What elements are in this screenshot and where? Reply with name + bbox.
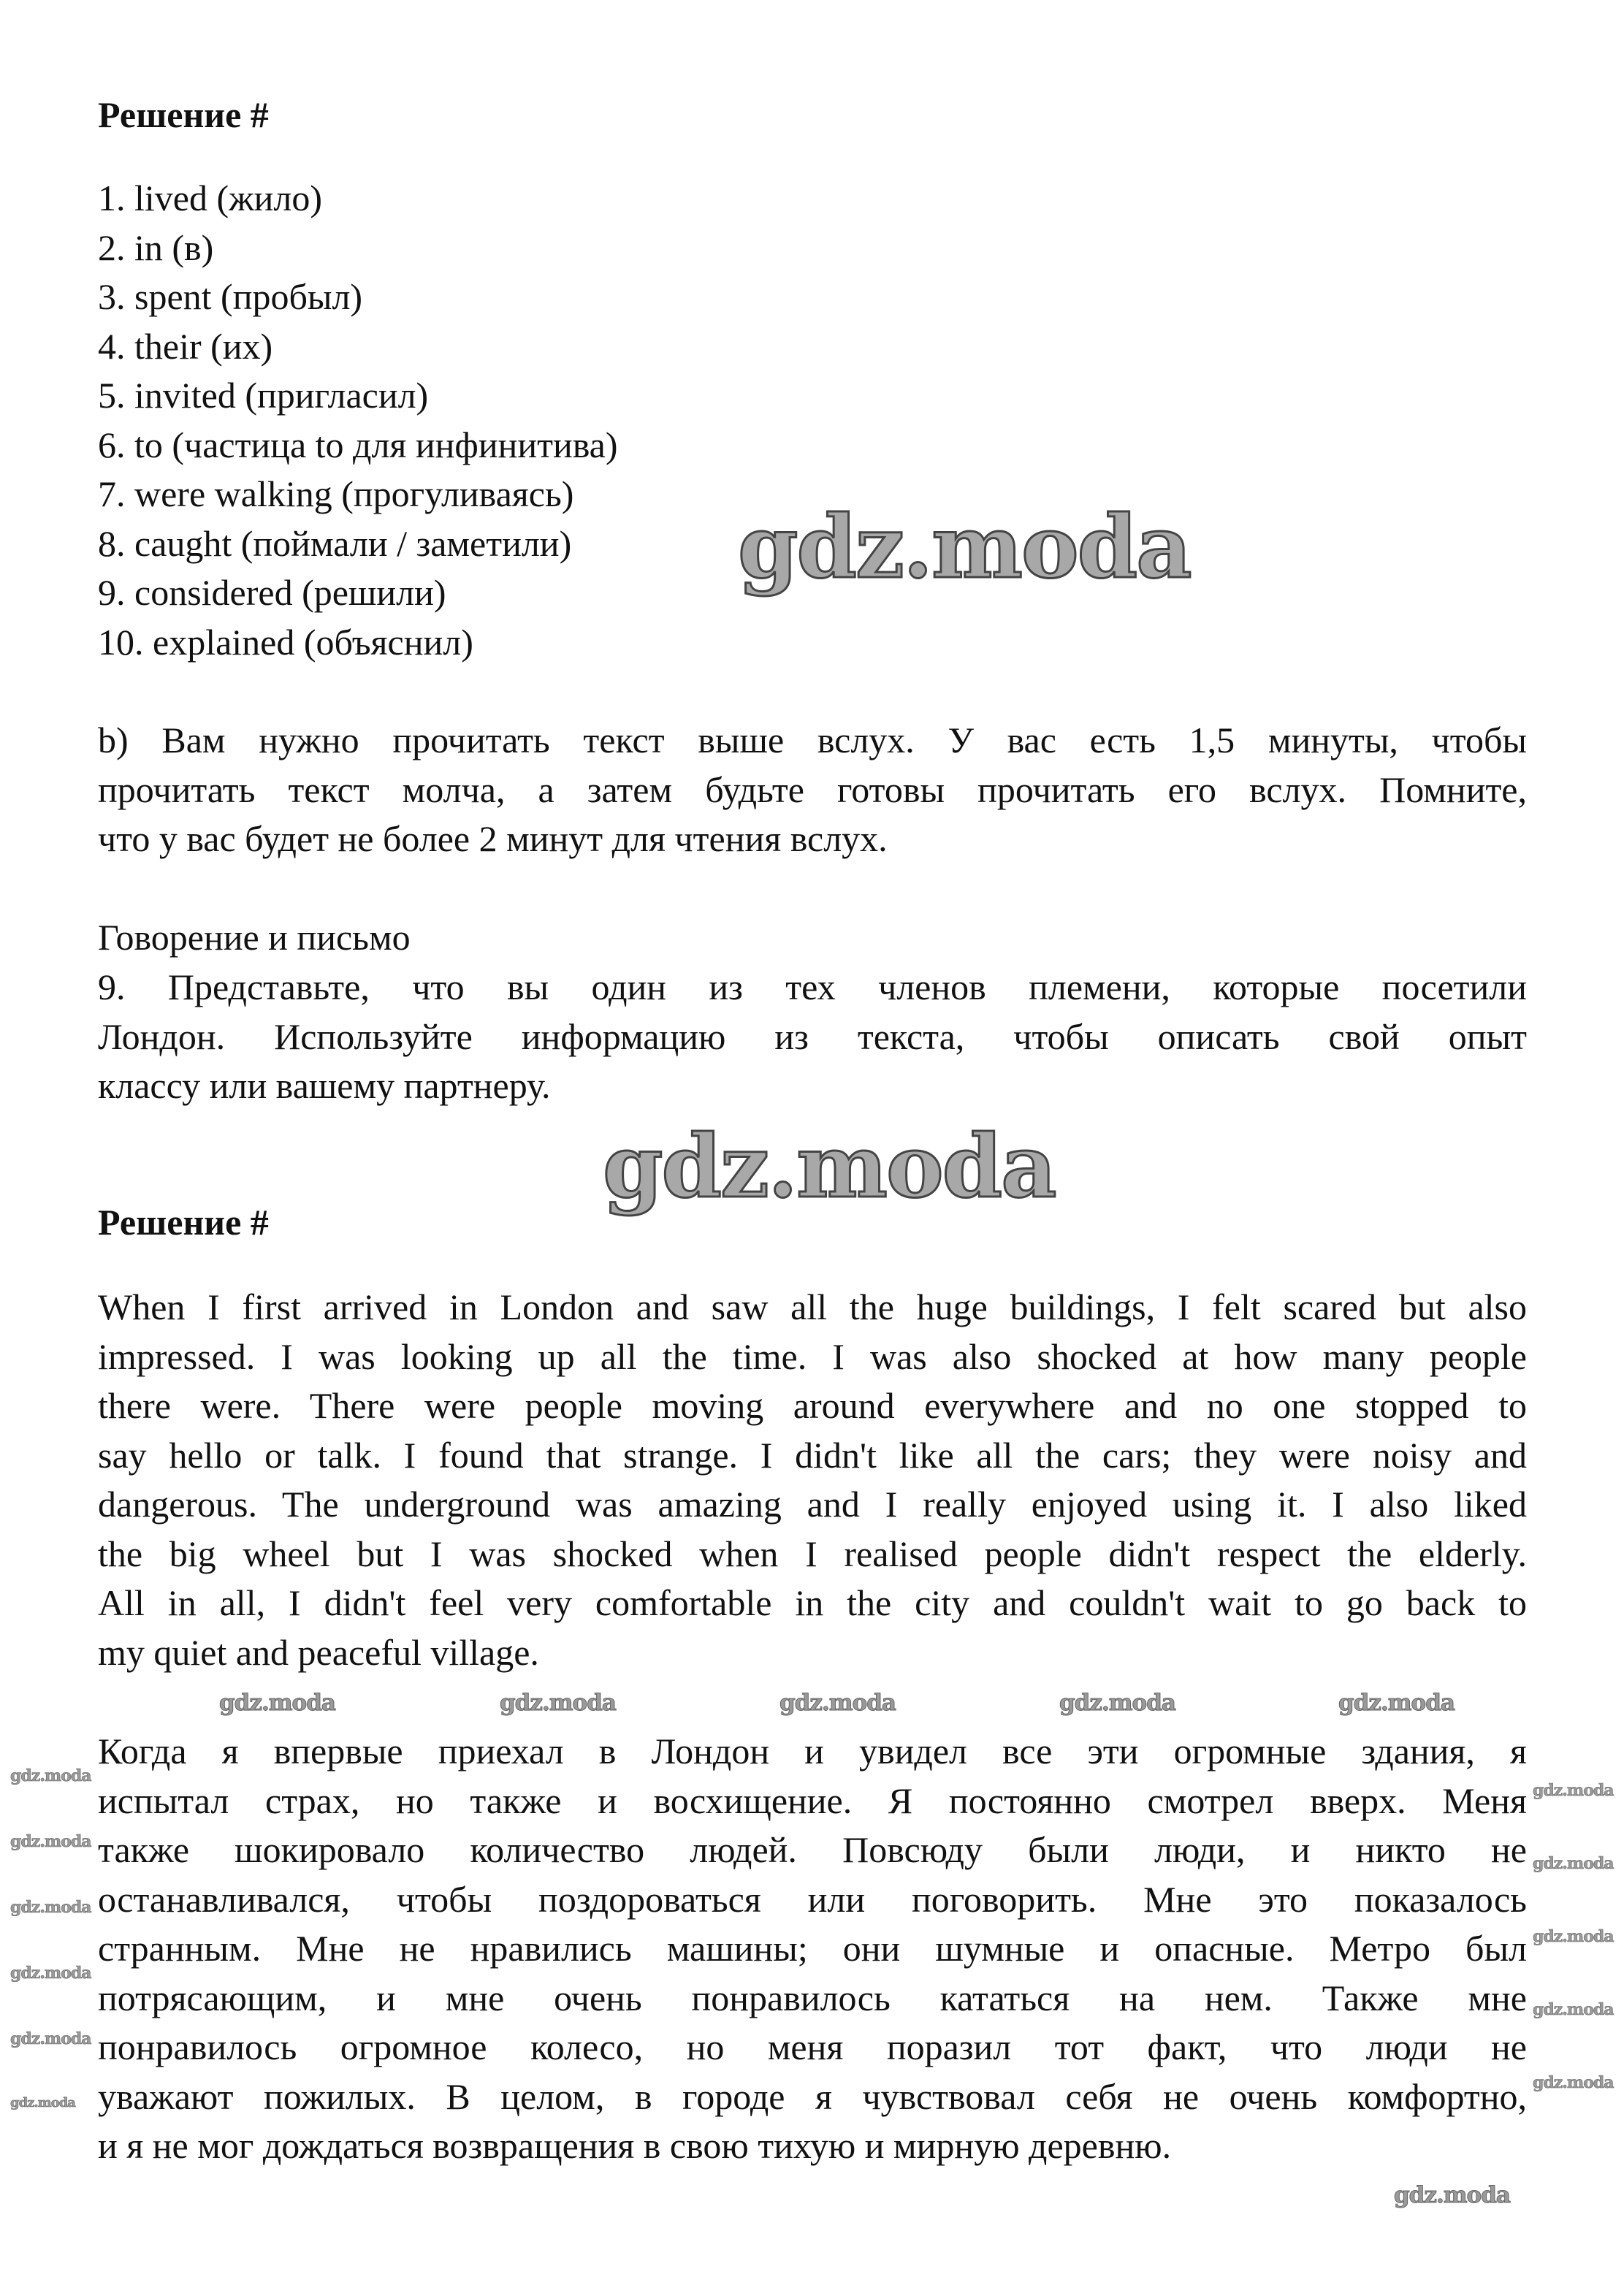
watermark-logo: gdz.moda xyxy=(10,1832,91,1851)
answer-item: 3. spent (пробыл) xyxy=(98,276,363,317)
text-line: All in all, I didn't feel very comfortable in the city and couldn't wait to go back to xyxy=(98,1582,1527,1623)
watermark-logo: gdz.moda xyxy=(1533,2073,1614,2092)
watermark-logo: gdz.moda xyxy=(1533,2000,1614,2019)
watermark-logo: gdz.moda xyxy=(1533,1854,1614,1873)
text-line: странным. Мне не нравились машины; они шумные и опасные. Метро был xyxy=(98,1928,1527,1969)
watermark-logo: gdz.moda xyxy=(1533,1781,1614,1800)
answer-item: 5. invited (пригласил) xyxy=(98,375,429,416)
answer-item: 9. considered (решили) xyxy=(98,572,446,613)
text-line: потрясающим, и мне очень понравилось кататься на нем. Также мне xyxy=(98,1977,1527,2018)
watermark-logo: gdz.moda xyxy=(1394,2182,1510,2208)
watermark-logo: gdz.moda xyxy=(500,1690,616,1716)
watermark-logo: gdz.moda xyxy=(10,2029,91,2048)
watermark-logo: gdz.moda xyxy=(738,496,1191,598)
text-line: прочитать текст молча, а затем будьте готовы прочитать его вслух. Помните, xyxy=(98,768,1527,810)
text-line: также шокировало количество людей. Повсюду были люди, и никто не xyxy=(98,1829,1527,1870)
watermark-logo: gdz.moda xyxy=(1338,1690,1455,1716)
russian-translation-paragraph xyxy=(98,1727,1527,2171)
answer-item: 7. were walking (прогуливаясь) xyxy=(98,473,574,514)
answer-item: 10. explained (объяснил) xyxy=(98,621,473,663)
text-line: испытал страх, но также и восхищение. Я постоянно смотрел вверх. Меня xyxy=(98,1780,1527,1821)
watermark-logo: gdz.moda xyxy=(1059,1690,1175,1716)
answer-item: 2. in (в) xyxy=(98,226,214,268)
watermark-logo: gdz.moda xyxy=(10,2095,75,2110)
text-line: понравилось огромное колесо, но меня поразил тот факт, что люди не xyxy=(98,2026,1527,2067)
text-line: Когда я впервые приехал в Лондон и увидел все эти огромные здания, я xyxy=(98,1731,1527,1771)
text-line: уважают пожилых. В целом, в городе я чувствовал себя не очень комфортно, xyxy=(98,2075,1527,2117)
text-line: impressed. I was looking up all the time. I was also shocked at how many people xyxy=(98,1335,1527,1377)
text-line: there were. There were people moving around everywhere and no one stopped to xyxy=(98,1385,1527,1426)
text-line: the big wheel but I was shocked when I realised people didn't respect the elderly. xyxy=(98,1533,1527,1574)
watermark-logo: gdz.moda xyxy=(10,1766,91,1785)
text-line: When I first arrived in London and saw all the huge buildings, I felt scared but also xyxy=(98,1286,1527,1327)
text-line: dangerous. The underground was amazing and I really enjoyed using it. I also liked xyxy=(98,1484,1527,1525)
task-b-paragraph xyxy=(98,716,1527,864)
watermark-logo: gdz.moda xyxy=(603,1115,1056,1217)
text-line: и я не мог дождаться возвращения в свою тихую и мирную деревню. xyxy=(98,2125,1172,2166)
watermark-logo: gdz.moda xyxy=(219,1690,335,1716)
watermark-logo: gdz.moda xyxy=(10,1898,91,1917)
text-line: что у вас будет не более 2 минут для чтения вслух. xyxy=(98,818,888,859)
solution-heading-2: Решение # xyxy=(98,1202,269,1243)
task-9-paragraph xyxy=(98,963,1527,1111)
answer-item: 1. lived (жило) xyxy=(98,178,323,218)
answer-item: 6. to (частица to для инфинитива) xyxy=(98,424,618,465)
text-line: Лондон. Используйте информацию из текста, чтобы описать свой опыт xyxy=(98,1015,1527,1057)
watermark-logo: gdz.moda xyxy=(779,1690,896,1716)
text-line: останавливался, чтобы поздороваться или поговорить. Мне это показалось xyxy=(98,1878,1527,1920)
text-line: my quiet and peaceful village. xyxy=(98,1631,539,1673)
text-line: say hello or talk. I found that strange. I didn't like all the cars; they were noisy and xyxy=(98,1434,1527,1476)
text-line: 9. Представьте, что вы один из тех членов племени, которые посетили xyxy=(98,966,1527,1007)
text-line: классу или вашему партнеру. xyxy=(98,1065,551,1106)
watermark-logo: gdz.moda xyxy=(10,1964,91,1983)
answer-item: 4. their (их) xyxy=(98,325,273,367)
text-line: b) Вам нужно прочитать текст выше вслух. У вас есть 1,5 минуты, чтобы xyxy=(98,720,1527,760)
watermark-logo: gdz.moda xyxy=(1533,1927,1614,1946)
answer-list xyxy=(98,174,618,667)
answer-item: 8. caught (поймали / заметили) xyxy=(98,522,572,564)
section-title: Говорение и письмо xyxy=(98,917,411,958)
english-answer-paragraph xyxy=(98,1283,1527,1677)
solution-heading-1: Решение # xyxy=(98,94,269,135)
